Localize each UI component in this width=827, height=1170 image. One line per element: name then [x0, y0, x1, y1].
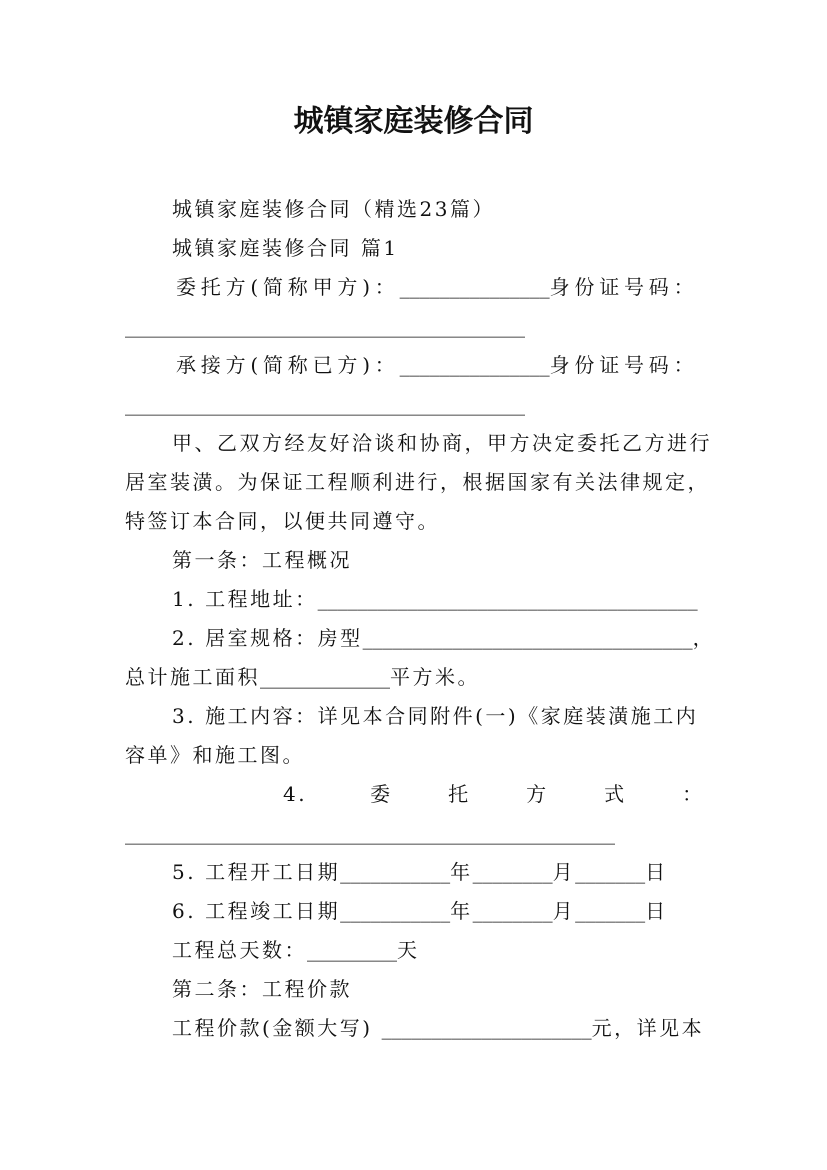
start-day-blank: _______ [575, 860, 646, 884]
preamble-line-2: 居室装潢。为保证工程顺利进行，根据国家有关法律规定， [125, 470, 710, 494]
address-label: 工程地址： [205, 587, 318, 611]
method-label: 委托方式： [370, 782, 761, 806]
area-label: 总计施工面积 [125, 665, 260, 689]
contractor-id-blank: ________________________________________ [125, 392, 525, 416]
end-day-unit: 日 [645, 899, 668, 923]
contractor-id-label: 身份证号码： [549, 353, 699, 377]
room-type-blank: _________________________________ [362, 626, 693, 650]
room-spec-number: 2. [172, 626, 197, 650]
room-spec-end: ， [692, 626, 716, 650]
client-id-blank: ________________________________________ [125, 314, 525, 338]
contractor-label: 承接方(简称已方)： [176, 353, 400, 377]
total-days-item [125, 931, 765, 970]
end-day-blank: _______ [575, 899, 646, 923]
room-spec-item [125, 619, 765, 658]
method-blank: _________________________________________________ [125, 821, 615, 845]
client-label: 委托方(简称甲方)： [176, 275, 400, 299]
start-date-item [125, 853, 765, 892]
start-date-label: 工程开工日期 [205, 860, 341, 884]
scope-item [125, 697, 765, 736]
price-tail: 元，详见本 [591, 1016, 705, 1040]
client-name-blank: _______________ [399, 275, 550, 299]
area-blank: _____________ [260, 665, 390, 689]
start-month-blank: ________ [472, 860, 553, 884]
room-spec-label: 居室规格：房型 [205, 626, 363, 650]
article-2-heading: 第二条：工程价款 [172, 977, 352, 1001]
part-heading: 城镇家庭装修合同 篇1 [172, 236, 399, 260]
start-day-unit: 日 [645, 860, 668, 884]
end-month-unit: 月 [552, 899, 576, 923]
article-1-heading: 第一条：工程概况 [172, 548, 352, 572]
preamble-line-1: 甲、乙双方经友好洽谈和协商，甲方决定委托乙方进行 [172, 431, 712, 455]
method-blank-line [125, 814, 765, 853]
start-date-number: 5. [172, 860, 197, 884]
contractor-id-line [125, 385, 765, 424]
method-number: 4. [283, 782, 308, 806]
end-date-item [125, 892, 765, 931]
price-blank: _____________________ [381, 1016, 592, 1040]
address-number: 1. [172, 587, 197, 611]
scope-text-line-1: 施工内容：详见本合同附件(一)《家庭装潢施工内 [205, 704, 699, 728]
contractor-name-blank: _______________ [399, 353, 550, 377]
area-unit: 平方米。 [390, 665, 480, 689]
address-blank: ______________________________________ [317, 587, 698, 611]
address-item [125, 580, 765, 619]
document-body [125, 190, 765, 1048]
price-label: 工程价款(金额大写) [172, 1016, 373, 1040]
start-month-unit: 月 [552, 860, 576, 884]
total-days-label: 工程总天数： [172, 938, 307, 962]
start-year-unit: 年 [450, 860, 473, 884]
client-line [125, 268, 765, 307]
contractor-line [125, 346, 765, 385]
area-line [125, 658, 765, 697]
scope-number: 3. [172, 704, 197, 728]
scope-text-line-2: 容单》和施工图。 [125, 743, 305, 767]
client-id-label: 身份证号码： [549, 275, 699, 299]
end-date-number: 6. [172, 899, 197, 923]
method-item [125, 775, 765, 814]
total-days-unit: 天 [397, 938, 420, 962]
price-item [125, 1009, 765, 1048]
total-days-blank: _________ [307, 938, 397, 962]
end-month-blank: ________ [472, 899, 553, 923]
subtitle: 城镇家庭装修合同（精选23篇） [172, 197, 495, 221]
end-year-blank: ___________ [340, 899, 451, 923]
client-id-line [125, 307, 765, 346]
preamble-line-3: 特签订本合同，以便共同遵守。 [125, 509, 440, 533]
end-date-label: 工程竣工日期 [205, 899, 341, 923]
end-year-unit: 年 [450, 899, 473, 923]
start-year-blank: ___________ [340, 860, 451, 884]
document-title: 城镇家庭装修合同 [293, 104, 534, 139]
